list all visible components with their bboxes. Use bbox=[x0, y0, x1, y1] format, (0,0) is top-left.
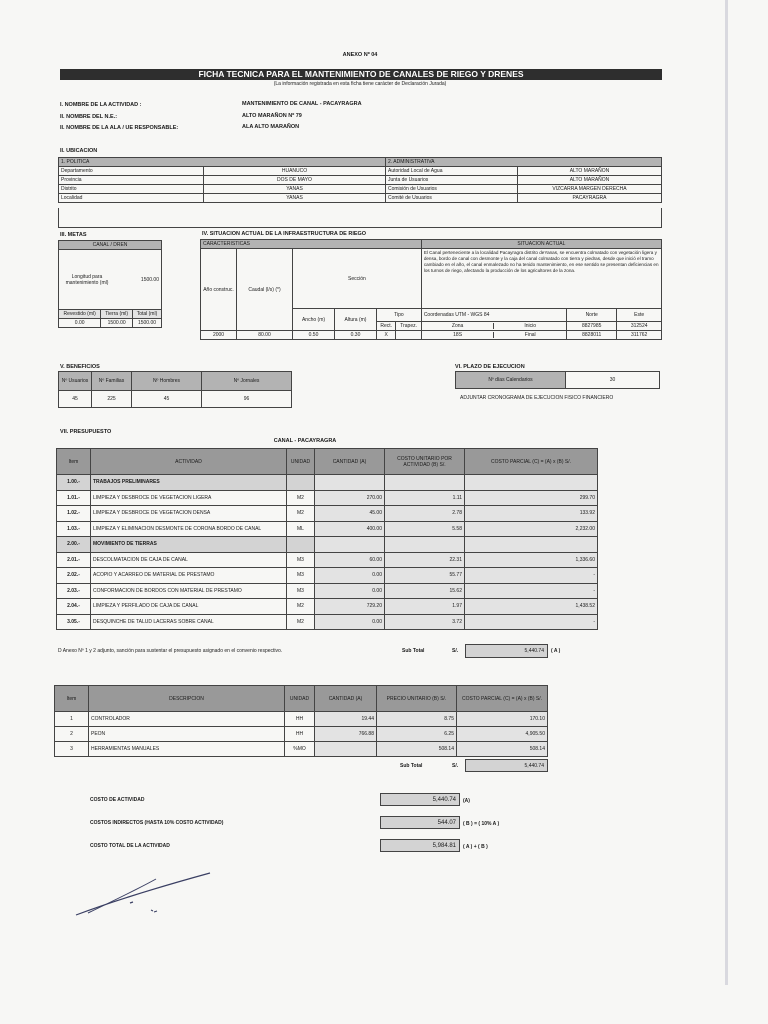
budget-unit-cost: 55.77 bbox=[385, 568, 465, 584]
resource-description: HERRAMIENTAS MANUALES bbox=[89, 742, 285, 757]
politica-header: 1. POLITICA bbox=[59, 158, 386, 167]
recursos-unidad-header: UNIDAD bbox=[285, 686, 315, 712]
budget-item: 2.00.- bbox=[57, 537, 91, 553]
budget-activity: LIMPIEZA Y PERFILADO DE CAJA DE CANAL bbox=[91, 599, 287, 615]
budget-item: 1.02.- bbox=[57, 506, 91, 522]
budget-unit: M3 bbox=[287, 568, 315, 584]
item-header: Item bbox=[57, 449, 91, 475]
altura-label: Altura (m) bbox=[335, 309, 377, 331]
ancho-label: Ancho (m) bbox=[293, 309, 335, 331]
inicio-label: Inicio bbox=[493, 323, 566, 329]
rect-value: X bbox=[377, 331, 396, 340]
budget-item: 2.03.- bbox=[57, 583, 91, 599]
budget-partial-cost: - bbox=[465, 583, 598, 599]
beneficios-section-title: V. BENEFICIOS bbox=[60, 364, 100, 370]
metas-table bbox=[58, 240, 162, 328]
budget-unit: M3 bbox=[287, 583, 315, 599]
unidad-header: UNIDAD bbox=[287, 449, 315, 475]
budget-partial-cost: 133.92 bbox=[465, 506, 598, 522]
budget-activity: ACOPIO Y ACARREO DE MATERIAL DE PRESTAMO bbox=[91, 568, 287, 584]
final-label: Final bbox=[493, 332, 566, 338]
este-inicio: 312524 bbox=[617, 322, 662, 331]
zona-value: 18S bbox=[453, 332, 463, 338]
budget-unit bbox=[287, 475, 315, 491]
budget-item: 2.02.- bbox=[57, 568, 91, 584]
budget-partial-cost bbox=[465, 475, 598, 491]
metas-length-label: Longitud para mantenimiento (ml) bbox=[65, 273, 109, 286]
scan-edge bbox=[725, 0, 728, 985]
tipo-label: Tipo bbox=[377, 309, 422, 322]
budget-activity: LIMPIEZA Y ELIMINACION DESMONTE DE CORONA BORDO DE CANAL bbox=[91, 521, 287, 537]
budget-row bbox=[57, 614, 598, 630]
location-key: Distrito bbox=[59, 185, 204, 194]
trapez-value bbox=[396, 331, 421, 340]
zona-value-cell bbox=[421, 331, 566, 340]
budget-row bbox=[57, 521, 598, 537]
budget-quantity bbox=[315, 537, 385, 553]
resource-partial-cost: 508.14 bbox=[457, 742, 548, 757]
ala-label: II. NOMBRE DE LA ALA / UE RESPONSABLE: bbox=[60, 125, 179, 131]
budget-unit: ML bbox=[287, 521, 315, 537]
resource-row bbox=[55, 727, 548, 742]
budget-group-row bbox=[57, 475, 598, 491]
location-value: YANAS bbox=[204, 185, 386, 194]
resource-description: CONTROLADOR bbox=[89, 712, 285, 727]
trapez-label: Trapez. bbox=[396, 322, 421, 331]
cantidad-header: CANTIDAD (A) bbox=[315, 449, 385, 475]
usuarios-header: Nº Usuarios bbox=[59, 372, 92, 391]
budget-quantity: 0.00 bbox=[315, 583, 385, 599]
indirectos-label: COSTOS INDIRECTOS (HASTA 10% COSTO ACTIVIDAD) bbox=[90, 820, 224, 826]
budget-unit-cost: 2.78 bbox=[385, 506, 465, 522]
budget-activity: MOVIMIENTO DE TIERRAS bbox=[91, 537, 287, 553]
costo-unitario-header: COSTO UNITARIO POR ACTIVIDAD (B) S/. bbox=[385, 449, 465, 475]
situacion-table bbox=[200, 239, 662, 340]
norte-label: Norte bbox=[567, 309, 617, 322]
metas-total-value: 1500.00 bbox=[132, 319, 161, 328]
location-value: ALTO MARAÑON bbox=[518, 167, 662, 176]
metas-tierra-label: Tierra (ml) bbox=[101, 310, 133, 319]
budget-quantity: 0.00 bbox=[315, 614, 385, 630]
location-key: Junta de Usuarios bbox=[386, 176, 518, 185]
budget-quantity: 45.00 bbox=[315, 506, 385, 522]
zona-cell bbox=[421, 322, 566, 331]
norte-inicio: 8827985 bbox=[567, 322, 617, 331]
budget-item: 1.00.- bbox=[57, 475, 91, 491]
budget-item: 3.05.- bbox=[57, 614, 91, 630]
recursos-item-header: Item bbox=[55, 686, 89, 712]
location-value: YANAS bbox=[204, 194, 386, 203]
situacion-section-title: IV. SITUACION ACTUAL DE LA INFRAESTRUCTURA DE RIEGO bbox=[202, 231, 367, 237]
location-section-title: II. UBICACION bbox=[60, 148, 98, 154]
resource-row bbox=[55, 712, 548, 727]
annex-number: ANEXO Nº 04 bbox=[342, 52, 378, 58]
location-key: Comité de Usuarios bbox=[386, 194, 518, 203]
resource-quantity bbox=[315, 742, 377, 757]
budget-activity: CONFORMACION DE BORDOS CON MATERIAL DE PRESTAMO bbox=[91, 583, 287, 599]
anio-label: Año construc. bbox=[201, 249, 237, 331]
presupuesto-subtotal-value: 5,440.74 bbox=[465, 644, 548, 658]
budget-partial-cost: 1,336.60 bbox=[465, 552, 598, 568]
resource-unit: HH bbox=[285, 712, 315, 727]
budget-unit-cost: 1.97 bbox=[385, 599, 465, 615]
beneficios-table bbox=[58, 371, 292, 408]
budget-unit: M2 bbox=[287, 490, 315, 506]
budget-activity: TRABAJOS PRELIMINARES bbox=[91, 475, 287, 491]
budget-partial-cost: 2,232.00 bbox=[465, 521, 598, 537]
location-key: Provincia bbox=[59, 176, 204, 185]
caracteristicas-header: CARACTERISTICAS bbox=[201, 240, 422, 249]
caudal-label: Caudal (l/s) (*) bbox=[237, 249, 293, 331]
location-key: Localidad bbox=[59, 194, 204, 203]
resource-quantity: 19.44 bbox=[315, 712, 377, 727]
presupuesto-table bbox=[56, 448, 598, 630]
budget-activity: DESQUINCHE DE TALUD LACERAS SOBRE CANAL bbox=[91, 614, 287, 630]
budget-unit-cost bbox=[385, 475, 465, 491]
metas-header: CANAL / DREN bbox=[59, 241, 162, 250]
activity-value: MANTENIMIENTO DE CANAL - PACAYRAGRA bbox=[242, 101, 362, 107]
metas-total-label: Total (ml) bbox=[132, 310, 161, 319]
budget-row bbox=[57, 583, 598, 599]
costo-total-label: COSTO TOTAL DE LA ACTIVIDAD bbox=[90, 843, 170, 849]
metas-length-value: 1500.00 bbox=[140, 276, 159, 283]
budget-item: 2.04.- bbox=[57, 599, 91, 615]
budget-unit-cost bbox=[385, 537, 465, 553]
este-label: Este bbox=[617, 309, 662, 322]
presupuesto-footnote: D Anexo Nº 1 y 2 adjunto, sanción para sustentar el presupuesto asignado en el convenio respectivo. bbox=[58, 648, 283, 654]
budget-item: 1.03.- bbox=[57, 521, 91, 537]
recursos-subtotal-label: Sub Total bbox=[400, 763, 423, 769]
budget-quantity: 60.00 bbox=[315, 552, 385, 568]
budget-unit-cost: 3.72 bbox=[385, 614, 465, 630]
resource-unit-price: 6.25 bbox=[377, 727, 457, 742]
budget-partial-cost: - bbox=[465, 568, 598, 584]
metas-revestido-label: Revestido (ml) bbox=[59, 310, 101, 319]
indirectos-tag: ( B ) = ( 10% A ) bbox=[463, 821, 500, 827]
budget-quantity bbox=[315, 475, 385, 491]
activity-label: I. NOMBRE DE LA ACTIVIDAD : bbox=[60, 102, 142, 108]
costo-parcial-header: COSTO PARCIAL (C) = (A) x (B) S/. bbox=[465, 449, 598, 475]
budget-unit-cost: 5.58 bbox=[385, 521, 465, 537]
resource-item: 1 bbox=[55, 712, 89, 727]
recursos-table bbox=[54, 685, 548, 757]
costo-actividad-label: COSTO DE ACTIVIDAD bbox=[90, 797, 145, 803]
rect-label: Rect. bbox=[377, 322, 396, 331]
budget-unit-cost: 1.11 bbox=[385, 490, 465, 506]
recursos-subtotal-value: 5,440.74 bbox=[465, 759, 548, 772]
budget-activity: LIMPIEZA Y DESBROCE DE VEGETACION DENSA bbox=[91, 506, 287, 522]
zona-label: Zona bbox=[451, 323, 464, 329]
usuarios-value: 45 bbox=[59, 391, 92, 408]
location-value: DOS DE MAYO bbox=[204, 176, 386, 185]
costo-actividad-tag: (A) bbox=[463, 798, 470, 804]
plazo-note: ADJUNTAR CRONOGRAMA DE EJECUCION FISICO FINANCIERO bbox=[460, 395, 614, 401]
resource-quantity: 766.88 bbox=[315, 727, 377, 742]
budget-partial-cost: - bbox=[465, 614, 598, 630]
budget-row bbox=[57, 599, 598, 615]
metas-revestido-value: 0.00 bbox=[59, 319, 101, 328]
location-value: PACAYRAGRA bbox=[518, 194, 662, 203]
anio-value: 2000 bbox=[201, 331, 237, 340]
ne-label: II. NOMBRE DEL N.E.: bbox=[60, 114, 118, 120]
indirectos-value: 544.07 bbox=[380, 816, 460, 829]
budget-item: 2.01.- bbox=[57, 552, 91, 568]
familias-value: 225 bbox=[92, 391, 132, 408]
budget-unit-cost: 15.62 bbox=[385, 583, 465, 599]
location-key: Departamento bbox=[59, 167, 204, 176]
recursos-parcial-header: COSTO PARCIAL (C) = (A) x (B) S/. bbox=[457, 686, 548, 712]
hombres-header: Nº Hombres bbox=[132, 372, 202, 391]
budget-activity: LIMPIEZA Y DESBROCE DE VEGETACION LIGERA bbox=[91, 490, 287, 506]
budget-quantity: 400.00 bbox=[315, 521, 385, 537]
budget-unit: M3 bbox=[287, 552, 315, 568]
location-value: ALTO MARAÑON bbox=[518, 176, 662, 185]
situacion-actual-header: SITUACION ACTUAL bbox=[421, 240, 661, 249]
ala-value: ALA ALTO MARAÑON bbox=[242, 124, 300, 130]
coords-label: Coordenadas UTM - WGS 84 bbox=[421, 309, 566, 322]
location-table bbox=[58, 157, 662, 203]
metas-length-cell bbox=[59, 250, 162, 310]
resource-unit-price: 508.14 bbox=[377, 742, 457, 757]
norte-final: 8828011 bbox=[567, 331, 617, 340]
altura-value: 0.30 bbox=[335, 331, 377, 340]
budget-unit bbox=[287, 537, 315, 553]
budget-unit-cost: 22.31 bbox=[385, 552, 465, 568]
resource-item: 2 bbox=[55, 727, 89, 742]
document-title: FICHA TECNICA PARA EL MANTENIMIENTO DE CANALES DE RIEGO Y DRENES bbox=[60, 69, 662, 80]
resource-unit: HH bbox=[285, 727, 315, 742]
costo-actividad-value: 5,440.74 bbox=[380, 793, 460, 806]
budget-row bbox=[57, 490, 598, 506]
presupuesto-canal-name: CANAL - PACAYRAGRA bbox=[273, 438, 337, 444]
hombres-value: 45 bbox=[132, 391, 202, 408]
jornales-value: 96 bbox=[202, 391, 292, 408]
signature bbox=[68, 865, 218, 925]
budget-partial-cost: 1,438.52 bbox=[465, 599, 598, 615]
seccion-label: Sección bbox=[293, 249, 422, 309]
plazo-label: Nº días Calendarios bbox=[456, 372, 566, 389]
ancho-value: 0.50 bbox=[293, 331, 335, 340]
recursos-desc-header: DESCRIPCION bbox=[89, 686, 285, 712]
caudal-value: 80.00 bbox=[237, 331, 293, 340]
plazo-section-title: VI. PLAZO DE EJECUCION bbox=[455, 364, 525, 370]
resource-row bbox=[55, 742, 548, 757]
budget-unit: M2 bbox=[287, 599, 315, 615]
presupuesto-subtotal-label: Sub Total bbox=[402, 648, 425, 654]
plazo-table bbox=[455, 371, 660, 389]
presupuesto-section-title: VII. PRESUPUESTO bbox=[60, 429, 112, 435]
presupuesto-currency: S/. bbox=[452, 648, 459, 654]
metas-tierra-value: 1500.00 bbox=[101, 319, 133, 328]
presupuesto-subtotal-tag: ( A ) bbox=[551, 648, 561, 654]
resource-unit-price: 8.75 bbox=[377, 712, 457, 727]
budget-row bbox=[57, 552, 598, 568]
location-table-spacer bbox=[58, 208, 662, 228]
location-value: HUANUCO bbox=[204, 167, 386, 176]
budget-group-row bbox=[57, 537, 598, 553]
familias-header: Nº Familias bbox=[92, 372, 132, 391]
budget-item: 1.01.- bbox=[57, 490, 91, 506]
budget-row bbox=[57, 506, 598, 522]
resource-partial-cost: 170.10 bbox=[457, 712, 548, 727]
budget-activity: DESCOLMATACION DE CAJA DE CANAL bbox=[91, 552, 287, 568]
actividad-header: ACTIVIDAD bbox=[91, 449, 287, 475]
budget-unit: M2 bbox=[287, 614, 315, 630]
metas-section-title: III. METAS bbox=[60, 232, 87, 238]
costo-total-tag: ( A ) + ( B ) bbox=[463, 844, 488, 850]
situacion-description: El Canal perteneciente a la localidad Pacayragra distrito deYanas, se encuentra colmatado con vegetación ligera y densa, bordo de canal con desmonte y la caja del canal colmatado con tierra y piedras, desde que inició el tramo cambiado en el año, el canal enmalezado no ha tenido mantenimiento, en ese sentido se presentan deficiencias en los turnos de riego, afectando la producción de los agricultores de la zona. bbox=[421, 249, 661, 309]
location-key: Comisión de Usuarios bbox=[386, 185, 518, 194]
resource-description: PEON bbox=[89, 727, 285, 742]
administrativa-header: 2. ADMINISTRATIVA bbox=[386, 158, 662, 167]
budget-quantity: 270.00 bbox=[315, 490, 385, 506]
este-final: 311762 bbox=[617, 331, 662, 340]
resource-item: 3 bbox=[55, 742, 89, 757]
budget-quantity: 0.00 bbox=[315, 568, 385, 584]
budget-unit: M2 bbox=[287, 506, 315, 522]
resource-partial-cost: 4,905.50 bbox=[457, 727, 548, 742]
resource-unit: %MO bbox=[285, 742, 315, 757]
location-value: VIZCARRA MARGEN DERECHA bbox=[518, 185, 662, 194]
budget-partial-cost bbox=[465, 537, 598, 553]
budget-partial-cost: 299.70 bbox=[465, 490, 598, 506]
plazo-value: 30 bbox=[566, 372, 660, 389]
location-key: Autoridad Local de Agua bbox=[386, 167, 518, 176]
budget-row bbox=[57, 568, 598, 584]
recursos-cantidad-header: CANTIDAD (A) bbox=[315, 686, 377, 712]
costo-total-value: 5,984.81 bbox=[380, 839, 460, 852]
jornales-header: Nº Jornales bbox=[202, 372, 292, 391]
recursos-precio-header: PRECIO UNITARIO (B) S/. bbox=[377, 686, 457, 712]
document-subtitle: (La información registrada en esta ficha tiene carácter de Declaración Jurada) bbox=[273, 81, 447, 87]
budget-quantity: 729.20 bbox=[315, 599, 385, 615]
ne-value: ALTO MARAÑON Nº 79 bbox=[242, 113, 302, 119]
recursos-currency: S/. bbox=[452, 763, 459, 769]
